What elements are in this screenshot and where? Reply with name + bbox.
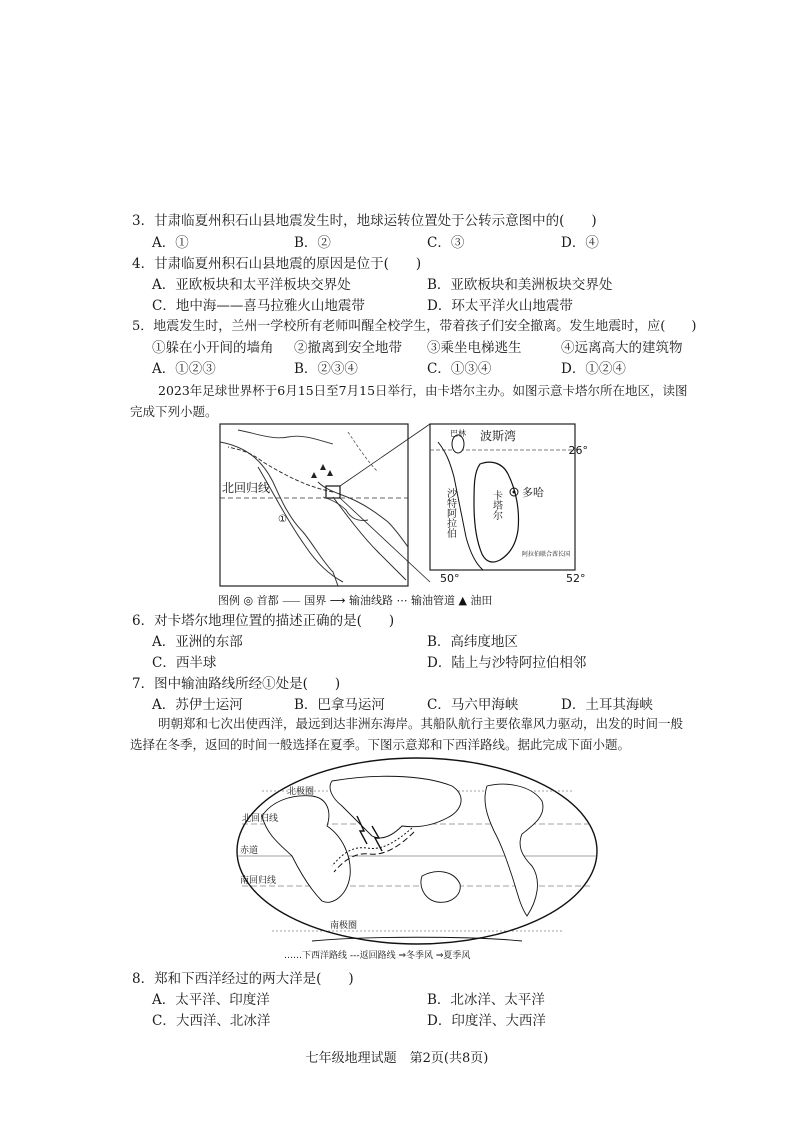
- overview-map-frame: [220, 424, 408, 586]
- zhenghe-route-map: [232, 756, 602, 966]
- page-footer: 七年级地理试题 第2页(共8页): [305, 1051, 489, 1066]
- q5-item-2: ②撤离到安全地带: [294, 340, 402, 356]
- q4-option-b: B．亚欧板块和美洲板块交界处: [427, 277, 613, 293]
- q6-option-d: D．陆上与沙特阿拉伯相邻: [427, 655, 587, 671]
- q3-option-c: C．③: [427, 235, 465, 251]
- lat-label: 26°: [568, 444, 588, 457]
- q8-option-a: A．太平洋、印度洋: [152, 992, 270, 1008]
- q7-option-c: C．马六甲海峡: [427, 697, 519, 713]
- question-8-stem: 8．郑和下西洋经过的两大洋是( ): [132, 971, 354, 987]
- antarctic-label: 南极圈: [330, 921, 358, 931]
- q5-option-a: A．①②③: [152, 361, 216, 377]
- q5-option-d: D．①②④: [561, 361, 626, 377]
- tropic-south-label: 南回归线: [240, 876, 277, 886]
- qatar-passage: 2023年足球世界杯于6月15日至7月15日举行，由卡塔尔主办。如图示意卡塔尔所在地区，读图完成下列小题。: [130, 383, 688, 419]
- q5-item-1: ①躲在小开间的墙角: [152, 340, 274, 356]
- bahrain-label: 巴林: [450, 429, 466, 438]
- q6-option-b: B．高纬度地区: [427, 634, 518, 650]
- q5-option-b: B．②③④: [294, 361, 358, 377]
- uae-label: 阿拉伯联合酋长国: [522, 551, 571, 558]
- equator-label: 赤道: [240, 846, 259, 856]
- q4-option-c: C．地中海——喜马拉雅火山地震带: [152, 298, 365, 314]
- lon-52-label: 52°: [566, 572, 586, 585]
- q5-item-3: ③乘坐电梯逃生: [427, 340, 522, 356]
- qatar-map-legend: 图例 ◎ 首都 ⸺ 国界 ⟶ 输油线路 ⋯ 输油管道 ▲ 油田: [218, 594, 493, 607]
- capital-dot: [513, 491, 516, 494]
- marker-1: ①: [278, 514, 287, 525]
- q7-option-d: D．土耳其海峡: [561, 697, 653, 713]
- gulf-label: 波斯湾: [480, 429, 517, 443]
- question-3-stem: 3．甘肃临夏州积石山县地震发生时，地球运转位置处于公转示意图中的( ): [132, 213, 597, 229]
- question-7-stem: 7．图中输油路线所经①处是( ): [132, 676, 341, 692]
- question-5-stem: 5．地震发生时，兰州一学校所有老师叫醒全校学生，带着孩子们安全撤离。发生地震时，应( ): [132, 319, 697, 334]
- lon-50-label: 50°: [440, 572, 460, 585]
- q3-option-b: B．②: [294, 235, 331, 251]
- q3-option-a: A．①: [152, 235, 189, 251]
- saudi-label: 沙特阿拉伯: [444, 488, 456, 538]
- question-6-stem: 6．对卡塔尔地理位置的描述正确的是( ): [132, 613, 395, 629]
- doha-label: 多哈: [522, 486, 544, 499]
- q7-option-a: A．苏伊士运河: [152, 697, 243, 713]
- q5-option-c: C．①③④: [427, 361, 492, 377]
- q4-option-d: D．环太平洋火山地震带: [427, 298, 573, 314]
- q6-option-a: A．亚洲的东部: [152, 634, 243, 650]
- question-4-stem: 4．甘肃临夏州积石山县地震的原因是位于( ): [132, 256, 422, 272]
- q3-option-d: D．④: [561, 235, 599, 251]
- tropic-label: 北回归线: [222, 481, 271, 495]
- q6-option-c: C．西半球: [152, 655, 217, 671]
- qatar-region-map: [218, 422, 588, 612]
- arctic-label: 北极圈: [287, 787, 315, 797]
- world-map-legend: ……下西洋路线 ---返回路线 ⇒冬季风 ⇒夏季风: [284, 951, 471, 961]
- tropic-north-label: 北回归线: [242, 814, 279, 824]
- q7-option-b: B．巴拿马运河: [294, 697, 385, 713]
- q8-option-c: C．大西洋、北冰洋: [152, 1013, 271, 1029]
- q8-option-b: B．北冰洋、太平洋: [427, 992, 545, 1008]
- q8-option-d: D．印度洋、大西洋: [427, 1013, 546, 1029]
- zhenghe-passage: 明朝郑和七次出使西洋，最远到达非洲东海岸。其船队航行主要依靠风力驱动，出发的时间一般选择在冬季，返回的时间一般选择在夏季。下图示意郑和下西洋路线。据此完成下面小题。: [130, 716, 684, 752]
- q5-item-4: ④远离高大的建筑物: [561, 340, 683, 356]
- qatar-label: 卡塔尔: [490, 490, 502, 520]
- q4-option-a: A．亚欧板块和太平洋板块交界处: [152, 277, 351, 293]
